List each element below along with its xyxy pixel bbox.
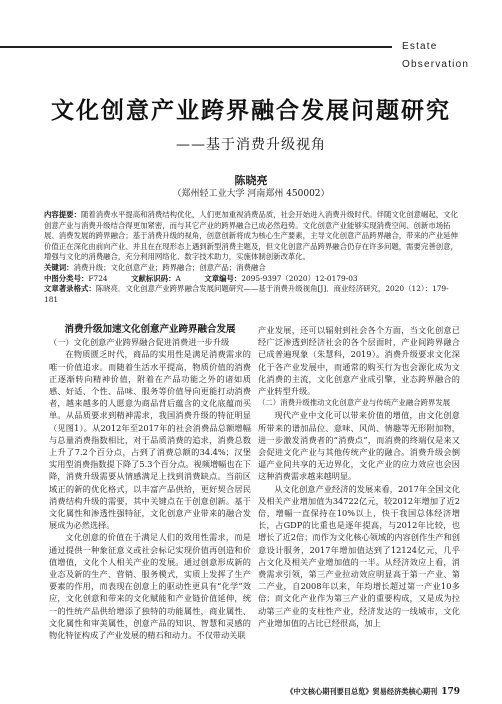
doc-code-label: 文献标识码： [131, 273, 176, 283]
subsection-heading: （一）文化创意产业跨界融合促进消费进一步升级 [49, 337, 230, 348]
journal-footer-text: 《中文核心期刊要目总览》贸易经济类核心期刊 [286, 687, 438, 696]
article-meta [44, 210, 458, 305]
body-paragraph: 在物质匮乏时代，商品的实用性是满足消费需求的唯一价值追求。而随着生活水平提高，物质价值的消费正逐渐转向精神价值，附着在产品功能之外的诸如质感、好适、个性、品味、服务等价值导向更能打动消费者，越来越多的人愿意为商品背后蕴含的文化底蕴而买单。从品质要求到精神需求，我国消费升级的特征明显（见图1）。从2012年至2017年的社会消费品总额增幅与总量消费指数相比，对于品质消费的追求，消费总数上升了7.2个百分点，占到了消费总额的34.4%；汉堡实用型消费指数提下降了5.3个百分点。视频增幅也在下降，消费升级需要从情感满足上找到消费缺点。当前区域正的新的优化格式，以丰富产品供给，更好契合居民消费结构升级的需要，其中关键点在于创意创新。基于文化属性和渗透性强特征，文化创意产业带来的融合发展成为必然选择。 [49, 349, 251, 531]
body-paragraph: 产业发展，还可以辐射到社会各个方面，当文化创意已经广泛渗透到经济社会的各个层面时，产业间跨界融合已成普遍现象（朱慧科，2019）。消费升级要求文化深化于各产业发展中，而通常的购买行为也会源化成为文化消费的主流，文化创意产业成引擎，业态跨界融合的产业转型升级。 [258, 325, 460, 397]
citation [44, 284, 458, 305]
subsection-heading: （二）消费升级推动文化创意产业与传统产业融合跨界发展 [258, 398, 451, 408]
classification-line [44, 274, 458, 285]
article-subtitle: ——基于消费升级视角 [176, 137, 326, 153]
header-rule [0, 46, 392, 48]
right-column [258, 324, 460, 629]
keywords [44, 263, 458, 274]
author-affiliation: （郑州轻工业大学 河南郑州 450002） [172, 189, 330, 199]
article-no-value: 2095-9397（2020）12-0179-03 [241, 273, 358, 283]
body-paragraph: 文化创意的价值在于满足人们的效用性需求，而是通过提供一种象征意义或社会标记实现价值再创造和价值增值，文化个人相关产业的发展。通过创意形成新的业态及新的生产、营销、服务模式，实质上发挥了生产要素的作用，而表现在创意上的驱动性更具有“化学”效应，文化创意和带来的文化赋能和产业链价值延伸，统一的性统产品供给增添了独特的功能属性，商业属性、文化属性和审美属性，创意产品的知识、智慧和灵感的物化特征构成了产业发展的精石和动力。不仅带动关联 [49, 532, 251, 641]
citation-text: 陈晓亮．文化创意产业跨界融合发展问题研究——基于消费升级视角[J]．商业经济研究，2020（12）：179-181 [44, 284, 449, 304]
citation-label: 文章著录格式： [44, 284, 96, 294]
article-no-label: 文章编号： [204, 273, 242, 283]
section-heading: 消费升级加速文化创意产业跨界融合发展 [64, 324, 236, 335]
abstract-text: 随着消费水平提高和消费结构优化，人们更加重视消费品质，社会开始进入消费升级时代。伴随文化创意崛起，文化创意产业与消费升级结合得更加紧密，而与其它产业的跨界融合已成必然趋势。文化创意产业能够实现消费空间、创新市场拓展、消费发展的跨界融合；基于消费升级的视角，创意创新将成为核心生产要素，主导文化创意产品跨界融合，带来的产业延伸价值正在深化由前向产业、并且在在现形态上遇到新型消费主题及，但文化创意产品跨界融合仍存在许多问题，需要完善创意，增强与文化的消费融合，充分利用网络化、数字技术助力，实施体制创新改革化。 [44, 210, 458, 262]
journal-header-band [0, 38, 502, 70]
keywords-label: 关键词： [44, 262, 74, 272]
section-tag: Estate Observation [402, 41, 470, 70]
abstract-label: 内容提要： [44, 210, 81, 219]
author-name: 陈晓亮 [234, 174, 268, 187]
body-paragraph: 从文化创意产业经济的发展来看，2017年全国文化及相关产业增加值为34722亿元，较2012年增加了近2倍，增幅一直保持在10%以上，快于我国总体经济增长，占GDP的比重也是逐年提高，与2012年比较，也增长了近2倍；而作为文化核心领域的内容创作生产和创意设计服务，2017年增加值达到了12124亿元，几乎占文化及相关产业增加值的一半。从经济效应上看，消费需求引领，第三产业拉动效应明显高于第一产业、第二产业，自2008年以来，年均增长超过第一产业10多倍；而文化产业作为第三产业的重要构成，又是成为拉动第三产业的支柱性产业，经济发达的一线城市，文化产业增加值的占比已经很高，加上 [258, 483, 460, 628]
clc-value: F724 [88, 273, 108, 283]
doc-code-value: A [175, 273, 181, 283]
page-footer [258, 687, 460, 697]
body-paragraph: 现代产业中文化可以带来价值的增值，由文化创意所带来的谱加品位、意味、风尚、情趣等无形附加物，进一步激发消费者的“消费点”，而消费的终端仅是来又会促进文化产业与其他传统产业的融合。消费升级会倒逼产业间共享的无边界化，文化产业的应力效应也会因这种消费需求越来越明显。 [258, 410, 460, 482]
keywords-text: 消费升级；文化创意产业；跨界融合；创意产品；消费融合 [73, 262, 266, 272]
page-number: 179 [441, 687, 460, 697]
clc-label: 中图分类号： [44, 273, 89, 283]
abstract [44, 210, 458, 263]
article-title: 文化创意产业跨界融合发展问题研究 [51, 97, 451, 124]
left-column [49, 324, 251, 641]
